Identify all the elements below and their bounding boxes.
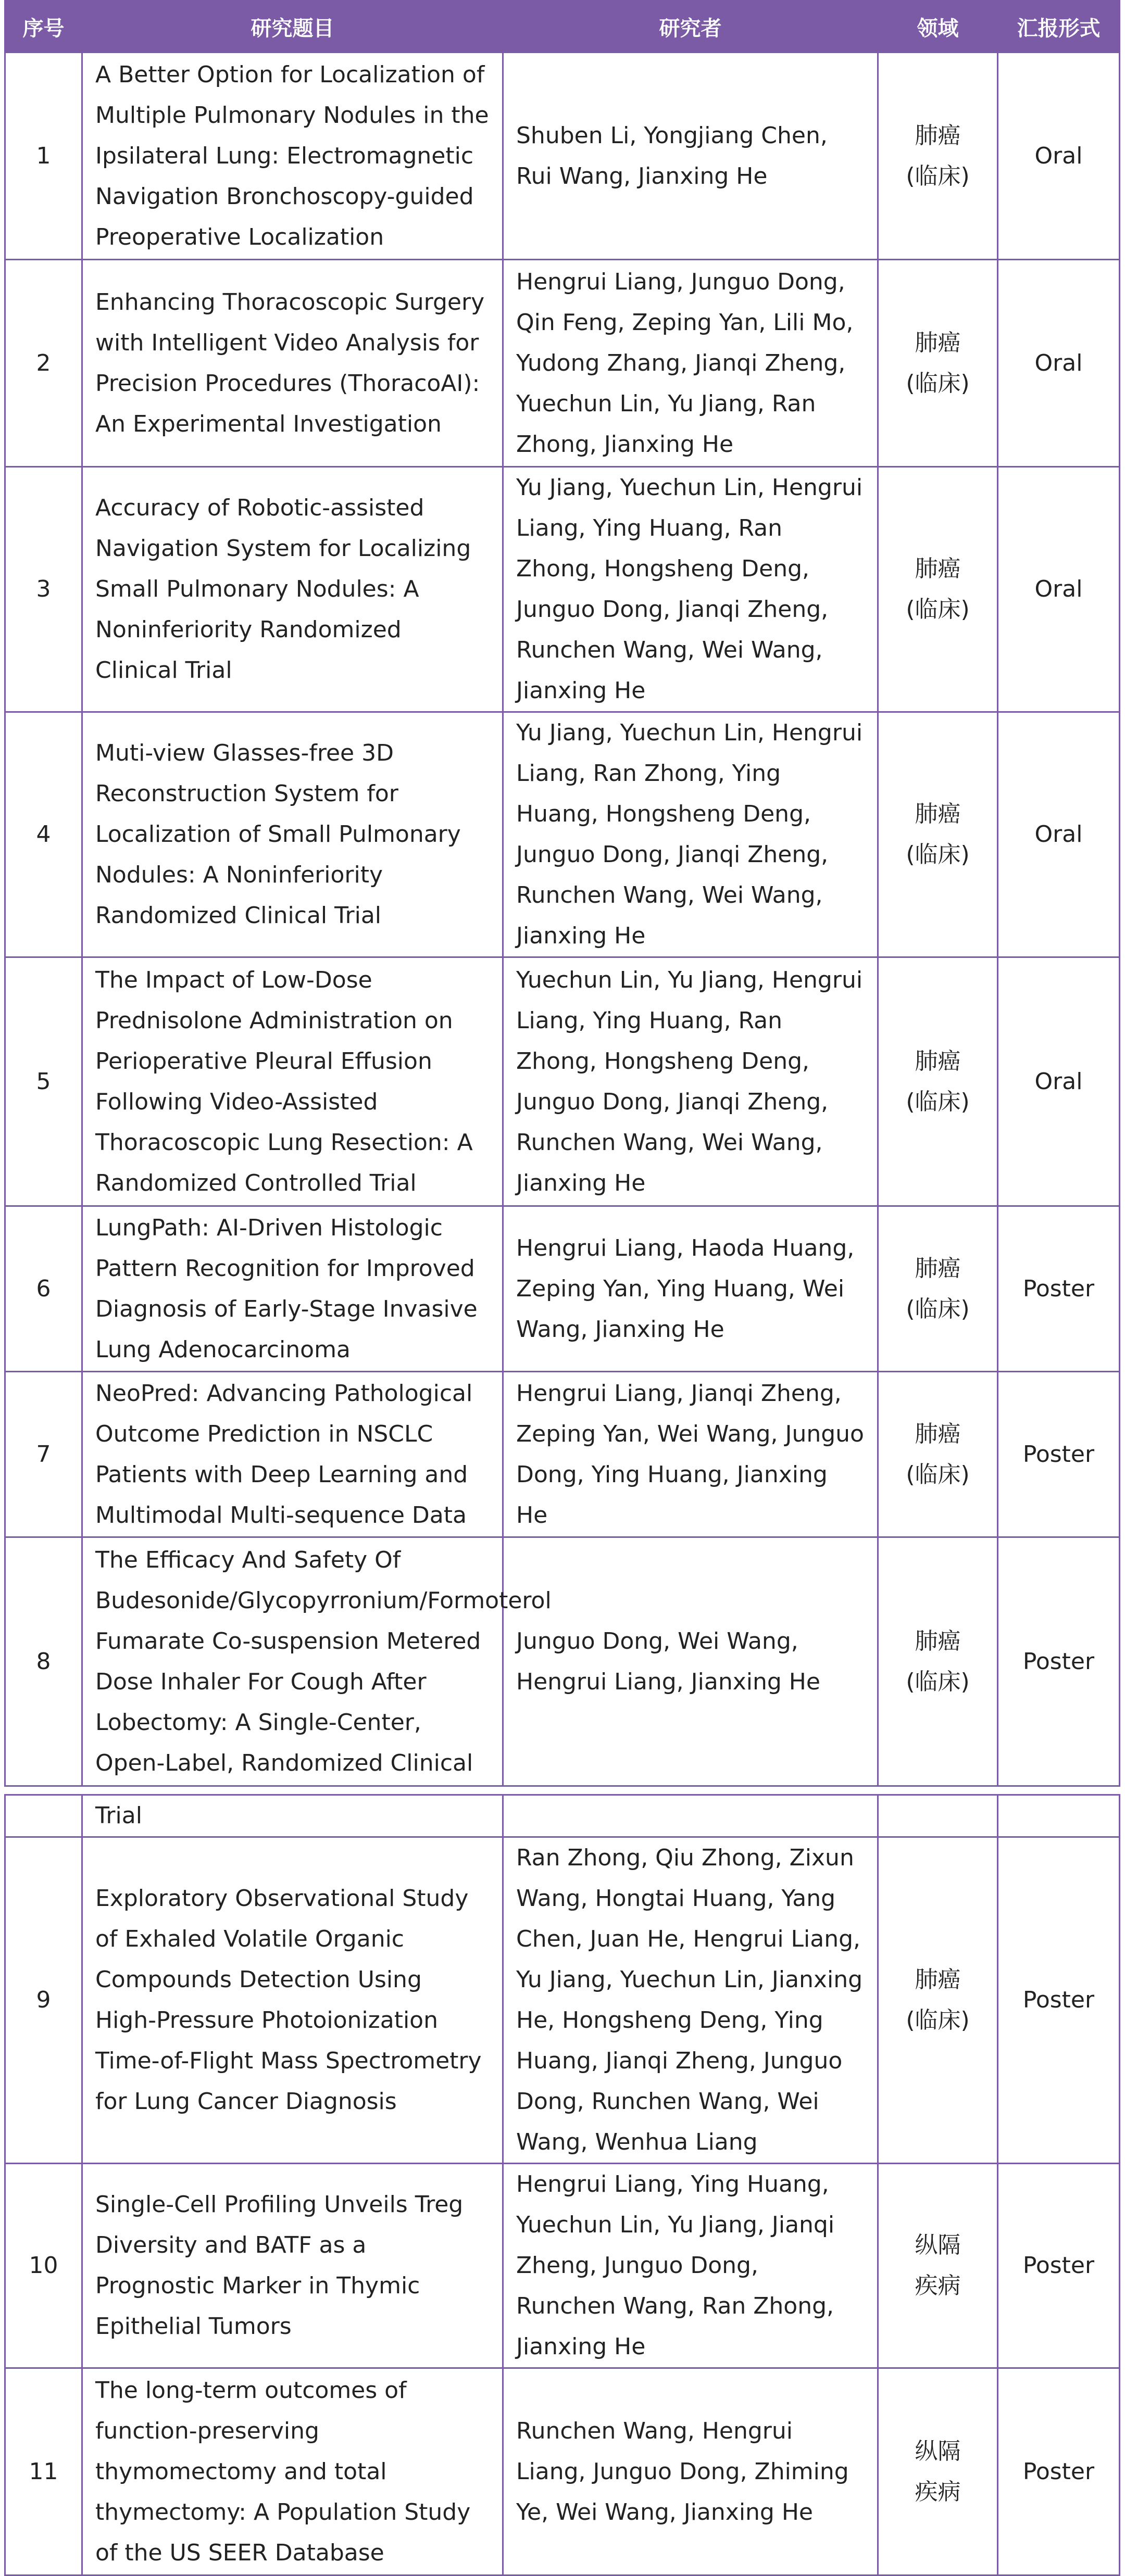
study-title: The long-term outcomes of function-preserving thymomectomy and total thymectomy: A Population Study of the US SEER Database xyxy=(82,2368,503,2575)
field-primary: 纵隔 xyxy=(915,2232,961,2258)
table-row xyxy=(5,957,1120,1206)
field-secondary: (临床) xyxy=(906,1461,970,1488)
field-secondary: (临床) xyxy=(906,841,970,868)
researchers: Runchen Wang, Hengrui Liang, Junguo Dong, Zhiming Ye, Wei Wang, Jianxing He xyxy=(503,2368,878,2575)
row-number: 7 xyxy=(5,1372,82,1537)
study-title: The Efficacy And Safety Of Budesonide/Glycopyrronium/Formoterol Fumarate Co-suspension Metered Dose Inhaler For Cough After Lobectomy: A Single-Center, Open-Label, Randomized Clinical xyxy=(82,1537,503,1786)
report-format: Poster xyxy=(998,1537,1120,1786)
study-title: LungPath: AI-Driven Histologic Pattern Recognition for Improved Diagnosis of Early-Stage Invasive Lung Adenocarcinoma xyxy=(82,1206,503,1372)
study-title: Muti-view Glasses-free 3D Reconstruction System for Localization of Small Pulmonary Nodules: A Noninferiority Randomized Clinical Trial xyxy=(82,712,503,957)
table-row xyxy=(5,1837,1120,2164)
researchers: Yu Jiang, Yuechun Lin, Hengrui Liang, Ran Zhong, Ying Huang, Hongsheng Deng, Junguo Dong, Jianqi Zheng, Runchen Wang, Wei Wang, Jianxing He xyxy=(503,712,878,957)
study-title: NeoPred: Advancing Pathological Outcome Prediction in NSCLC Patients with Deep Learning and Multimodal Multi-sequence Data xyxy=(82,1372,503,1537)
researchers: Yu Jiang, Yuechun Lin, Hengrui Liang, Ying Huang, Ran Zhong, Hongsheng Deng, Junguo Dong, Jianqi Zheng, Runchen Wang, Wei Wang, Jianxing He xyxy=(503,467,878,712)
field-cell xyxy=(878,1837,998,2164)
row-number: 9 xyxy=(5,1837,82,2164)
row-number: 10 xyxy=(5,2164,82,2368)
researchers: Junguo Dong, Wei Wang, Hengrui Liang, Jianxing He xyxy=(503,1537,878,1786)
researchers: Hengrui Liang, Jianqi Zheng, Zeping Yan, Wei Wang, Junguo Dong, Ying Huang, Jianxing He xyxy=(503,1372,878,1537)
report-format: Poster xyxy=(998,1206,1120,1372)
field-secondary: (临床) xyxy=(906,1088,970,1115)
research-table xyxy=(4,0,1120,2576)
row-number: 4 xyxy=(5,712,82,957)
study-title: Single-Cell Profiling Unveils Treg Diversity and BATF as a Prognostic Marker in Thymic Epithelial Tumors xyxy=(82,2164,503,2368)
study-title: A Better Option for Localization of Multiple Pulmonary Nodules in the Ipsilateral Lung: Electromagnetic Navigation Bronchoscopy-guided Preoperative Localization xyxy=(82,53,503,260)
header-field: 领域 xyxy=(878,1,998,53)
table-row xyxy=(5,2164,1120,2368)
researchers: Hengrui Liang, Ying Huang, Yuechun Lin, Yu Jiang, Jianqi Zheng, Junguo Dong, Runchen Wang, Ran Zhong, Jianxing He xyxy=(503,2164,878,2368)
field-cell xyxy=(878,1206,998,1372)
report-format: Poster xyxy=(998,1837,1120,2164)
study-title: Enhancing Thoracoscopic Surgery with Intelligent Video Analysis for Precision Procedures (ThoracoAI): An Experimental Investigation xyxy=(82,260,503,467)
field-secondary: (临床) xyxy=(906,162,970,190)
field-primary: 肺癌 xyxy=(915,1966,961,1993)
row-number: 2 xyxy=(5,260,82,467)
page-break-gap xyxy=(5,1786,1120,1795)
field-cell xyxy=(878,260,998,467)
report-format: Oral xyxy=(998,260,1120,467)
row-number: 6 xyxy=(5,1206,82,1372)
field-cell xyxy=(878,467,998,712)
field-primary: 肺癌 xyxy=(915,555,961,582)
field-primary: 肺癌 xyxy=(915,801,961,827)
researchers: Ran Zhong, Qiu Zhong, Zixun Wang, Hongtai Huang, Yang Chen, Juan He, Hengrui Liang, Yu Jiang, Yuechun Lin, Jianxing He, Hongsheng Deng, Ying Huang, Jianqi Zheng, Junguo Dong, Runchen Wang, Wei Wang, Wenhua Liang xyxy=(503,1837,878,2164)
row-8-title-continued: Trial xyxy=(82,1795,503,1837)
header-title: 研究题目 xyxy=(82,1,503,53)
report-format: Poster xyxy=(998,2164,1120,2368)
study-title: Accuracy of Robotic-assisted Navigation System for Localizing Small Pulmonary Nodules: A Noninferiority Randomized Clinical Trial xyxy=(82,467,503,712)
field-primary: 肺癌 xyxy=(915,1255,961,1282)
field-primary: 肺癌 xyxy=(915,1627,961,1655)
researchers: Hengrui Liang, Haoda Huang, Zeping Yan, Ying Huang, Wei Wang, Jianxing He xyxy=(503,1206,878,1372)
table-row xyxy=(5,53,1120,260)
report-format: Poster xyxy=(998,2368,1120,2575)
field-cell xyxy=(878,2368,998,2575)
table-row xyxy=(5,712,1120,957)
report-format: Poster xyxy=(998,1372,1120,1537)
field-secondary: (临床) xyxy=(906,596,970,623)
report-format: Oral xyxy=(998,53,1120,260)
field-primary: 肺癌 xyxy=(915,1420,961,1447)
field-cell xyxy=(878,957,998,1206)
table-row xyxy=(5,2368,1120,2575)
table-row xyxy=(5,1206,1120,1372)
header-authors: 研究者 xyxy=(503,1,878,53)
researchers: Hengrui Liang, Junguo Dong, Qin Feng, Zeping Yan, Lili Mo, Yudong Zhang, Jianqi Zheng, Yuechun Lin, Yu Jiang, Ran Zhong, Jianxing He xyxy=(503,260,878,467)
researchers: Shuben Li, Yongjiang Chen, Rui Wang, Jianxing He xyxy=(503,53,878,260)
field-cell xyxy=(878,712,998,957)
field-secondary: (临床) xyxy=(906,2007,970,2034)
field-primary: 肺癌 xyxy=(915,122,961,149)
report-format: Oral xyxy=(998,957,1120,1206)
field-cell xyxy=(878,2164,998,2368)
field-primary: 肺癌 xyxy=(915,1047,961,1075)
report-format: Oral xyxy=(998,467,1120,712)
field-cell xyxy=(878,1372,998,1537)
table-row xyxy=(5,467,1120,712)
field-secondary: (临床) xyxy=(906,1295,970,1322)
field-primary: 肺癌 xyxy=(915,329,961,356)
study-title: The Impact of Low-Dose Prednisolone Administration on Perioperative Pleural Effusion Following Video-Assisted Thoracoscopic Lung Resection: A Randomized Controlled Trial xyxy=(82,957,503,1206)
table-row-continued xyxy=(5,1795,1120,1837)
field-primary: 纵隔 xyxy=(915,2438,961,2465)
field-secondary: 疾病 xyxy=(915,2478,961,2505)
row-number: 3 xyxy=(5,467,82,712)
row-number: 11 xyxy=(5,2368,82,2575)
header-row xyxy=(5,1,1120,53)
row-number: 1 xyxy=(5,53,82,260)
row-number: 8 xyxy=(5,1537,82,1786)
table-row xyxy=(5,1537,1120,1786)
table-row xyxy=(5,1372,1120,1537)
table-row xyxy=(5,260,1120,467)
report-format: Oral xyxy=(998,712,1120,957)
study-title: Exploratory Observational Study of Exhaled Volatile Organic Compounds Detection Using High-Pressure Photoionization Time-of-Flight Mass Spectrometry for Lung Cancer Diagnosis xyxy=(82,1837,503,2164)
field-secondary: (临床) xyxy=(906,370,970,397)
header-no: 序号 xyxy=(5,1,82,53)
field-secondary: 疾病 xyxy=(915,2272,961,2299)
header-format: 汇报形式 xyxy=(998,1,1120,53)
field-cell xyxy=(878,1537,998,1786)
row-number: 5 xyxy=(5,957,82,1206)
field-secondary: (临床) xyxy=(906,1668,970,1695)
field-cell xyxy=(878,53,998,260)
researchers: Yuechun Lin, Yu Jiang, Hengrui Liang, Ying Huang, Ran Zhong, Hongsheng Deng, Junguo Dong, Jianqi Zheng, Runchen Wang, Wei Wang, Jianxing He xyxy=(503,957,878,1206)
